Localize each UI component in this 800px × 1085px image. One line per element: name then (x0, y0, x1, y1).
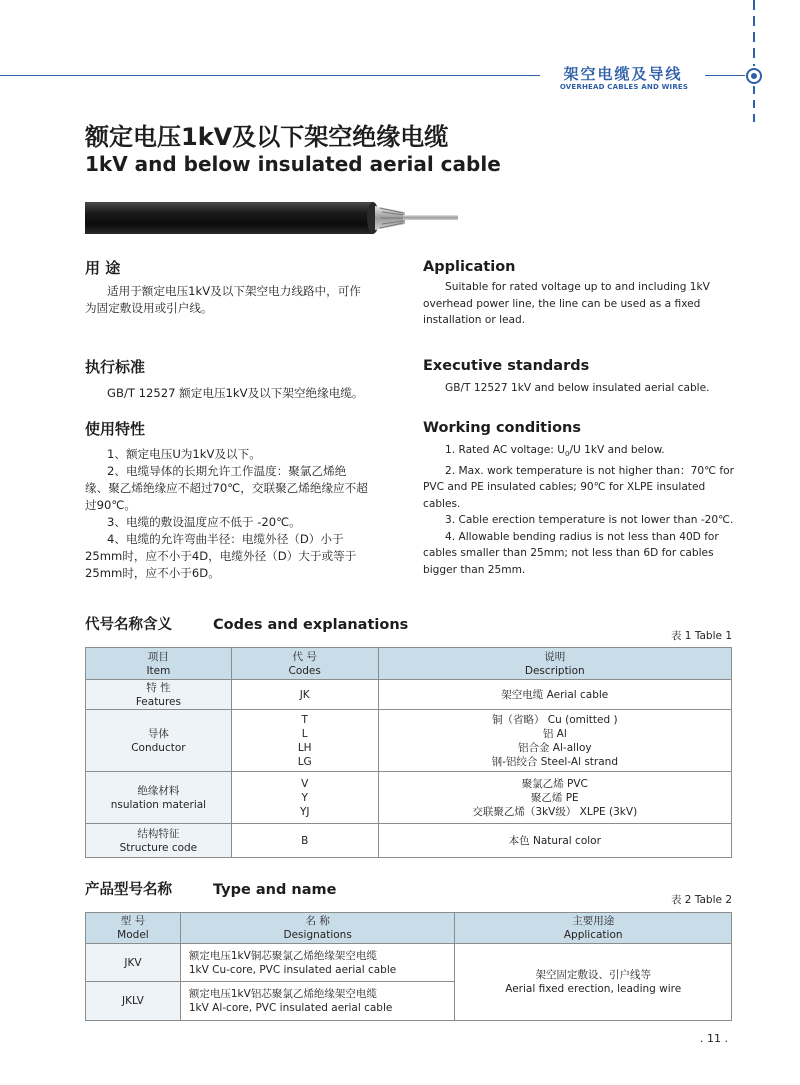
conditions-text-en (423, 442, 733, 578)
table2-header-model: 型 号 Model (86, 913, 181, 944)
conditions-text-en-line: 3. Cable erection temperature is not lower than -20℃. (445, 514, 734, 527)
table2-application-cell: 架空固定敷设、引户线等 Aerial fixed erection, leading wire (455, 944, 732, 1021)
conditions-heading-en: Working conditions (423, 420, 581, 436)
table-row (86, 680, 732, 710)
header-vertical-dashes-lower (753, 86, 755, 122)
conditions-text-en-line: 2. Max. work temperature is not higher than：70℃ for (445, 464, 734, 477)
table2-header-designations: 名 称 Designations (180, 913, 455, 944)
table1-codes-cell: V Y YJ (231, 772, 378, 824)
header-vertical-dashes (753, 0, 755, 66)
standards-text-en: GB/T 12527 1kV and below insulated aerial cable. (445, 382, 710, 394)
header-category-cn: 架空电缆及导线 (563, 65, 683, 83)
table1-header-row (86, 648, 732, 680)
standards-heading-cn: 执行标准 (85, 358, 146, 376)
conditions-text-cn-line: 过90℃。 (85, 498, 136, 512)
table1-desc-cell: 铜（省略） Cu (omitted ) 铝 Al 铝合金 Al-alloy 钢-铝绞合 Steel-Al strand (378, 710, 731, 772)
standards-heading-en: Executive standards (423, 358, 590, 374)
table1-item-cell: 特 性 Features (86, 680, 232, 710)
table2-name-cell: 额定电压1kV铜芯聚氯乙烯绝缘架空电缆 1kV Cu-core, PVC insulated aerial cable (180, 944, 455, 982)
table1-codes-cell: T L LH LG (231, 710, 378, 772)
table-row (86, 710, 732, 772)
conditions-text-cn-line: 25mm时，应不小于4D，电缆外径（D）大于或等于 (85, 549, 357, 563)
conditions-text-en-line: cables. (423, 497, 461, 510)
table-row (86, 824, 732, 858)
table1-codes-cell: B (231, 824, 378, 858)
page-title-en: 1kV and below insulated aerial cable (85, 152, 501, 176)
application-text-en-line: Suitable for rated voltage up to and including 1kV (445, 281, 710, 293)
conditions-text-cn-line: 25mm时，应不小于6D。 (85, 566, 220, 580)
application-text-en (423, 279, 733, 329)
table1-header-item: 项目 Item (86, 648, 232, 680)
conditions-text-cn-line: 2、电缆导体的长期允许工作温度：聚氯乙烯绝 (107, 464, 347, 478)
cable-illustration (85, 198, 465, 238)
application-text-cn-line: 适用于额定电压1kV及以下架空电力线路中，可作 (107, 284, 361, 298)
application-text-cn-line: 为固定敷设用或引户线。 (85, 301, 213, 315)
table1-title-cn: 代号名称含义 (85, 617, 172, 633)
table1-title-en: Codes and explanations (213, 617, 409, 633)
conditions-text-cn-line: 1、额定电压U为1kV及以下。 (107, 447, 261, 461)
table1-item-cell: 导体 Conductor (86, 710, 232, 772)
table2-title-en: Type and name (213, 882, 337, 898)
conditions-text-cn-line: 4、电缆的允许弯曲半径：电缆外径（D）小于 (107, 532, 344, 546)
table1-codes-cell: JK (231, 680, 378, 710)
conditions-text-en-line: 1. Rated AC voltage: $U_0/U$ 1kV and below. (445, 444, 665, 459)
table-row (86, 944, 732, 982)
table2-model-cell: JKV (86, 944, 181, 982)
conditions-text-cn-line: 3、电缆的敷设温度应不低于 -20℃。 (107, 515, 301, 529)
conditions-text-cn (85, 446, 405, 582)
table-row (86, 772, 732, 824)
table1-item-cell: 结构特征 Structure code (86, 824, 232, 858)
conditions-text-en-line: 4. Allowable bending radius is not less than 40D for (445, 530, 719, 543)
standards-text-cn: GB/T 12527 额定电压1kV及以下架空绝缘电缆。 (107, 386, 364, 400)
page-number: . 11 . (700, 1032, 728, 1045)
table2-header-application: 主要用途 Application (455, 913, 732, 944)
table1-header-description: 说明 Description (378, 648, 731, 680)
table2-model-cell: JKLV (86, 982, 181, 1021)
table1-desc-cell: 架空电缆 Aerial cable (378, 680, 731, 710)
conditions-text-en-line: cables smaller than 25mm; not less than 6D for cables (423, 547, 714, 560)
conditions-text-cn-line: 缘、聚乙烯绝缘应不超过70℃，交联聚乙烯绝缘应不超 (85, 481, 368, 495)
table1-caption: 表 1 Table 1 (670, 630, 732, 642)
table1-desc-cell: 本色 Natural color (378, 824, 731, 858)
conditions-text-en-line: bigger than 25mm. (423, 563, 526, 576)
target-icon (746, 68, 762, 84)
conditions-text-en-line: PVC and PE insulated cables; 90℃ for XLPE insulated (423, 481, 706, 494)
application-heading-en: Application (423, 259, 516, 275)
table2-types (85, 912, 732, 1021)
table2-title-cn: 产品型号名称 (85, 882, 172, 898)
application-text-en-line: overhead power line, the line can be used as a fixed (423, 297, 701, 310)
conditions-heading-cn: 使用特性 (85, 420, 146, 438)
application-text-cn (85, 283, 405, 317)
header-category-en: OVERHEAD CABLES AND WIRES (559, 83, 689, 91)
table1-item-cell: 绝缘材料 nsulation material (86, 772, 232, 824)
table2-header-row (86, 913, 732, 944)
page-title-cn: 额定电压1kV及以下架空绝缘电缆 (85, 123, 449, 151)
application-text-en-line: installation or lead. (423, 314, 526, 326)
table1-desc-cell: 聚氯乙烯 PVC 聚乙烯 PE 交联聚乙烯（3kV级） XLPE (3kV) (378, 772, 731, 824)
header-rule-right (705, 75, 745, 76)
application-heading-cn: 用 途 (85, 259, 121, 277)
table1-header-codes: 代 号 Codes (231, 648, 378, 680)
header-rule (0, 75, 540, 76)
table2-caption: 表 2 Table 2 (670, 894, 732, 906)
table1-codes (85, 647, 732, 858)
table2-name-cell: 额定电压1kV铝芯聚氯乙烯绝缘架空电缆 1kV Al-core, PVC insulated aerial cable (180, 982, 455, 1021)
